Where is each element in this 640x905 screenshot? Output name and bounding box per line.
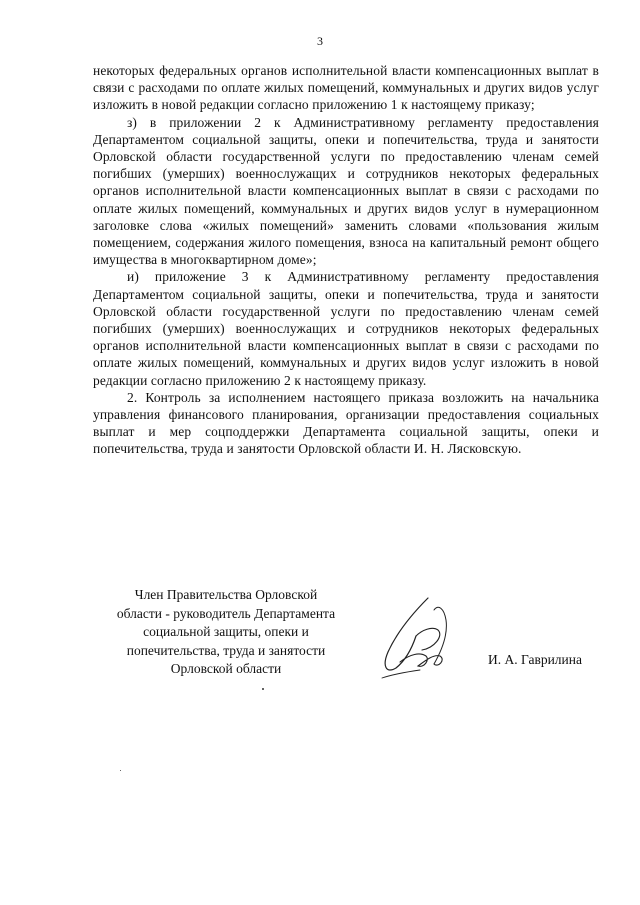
signatory-position-line: области - руководитель Департамента: [116, 605, 336, 621]
page-number: 3: [317, 34, 323, 48]
signatory-name: И. А. Гаврилина: [488, 652, 582, 667]
scan-speck: [120, 770, 121, 771]
signatory-position-line: Орловской области: [170, 661, 282, 676]
paragraph-item-i: и) приложение 3 к Административному регламенту предоставления Департаментом социальной защиты, опеки и попечительства, труда и занятости Орловской области государственной услуги по предоставлению членам семей погибших (умерших) военнослужащих и сотрудников некоторых федеральных органов исполнительной власти компенсационных выплат в связи с расходами по оплате жилых помещений, коммунальных и других видов услуг изложить в новой редакции согласно приложению 2 к настоящему приказу.: [93, 269, 599, 388]
paragraph-control: 2. Контроль за исполнением настоящего приказа возложить на начальника управления финансового планирования, организации предоставления социальных выплат и мер соцподдержки Департамента социальной защиты, опеки и попечительства, труда и занятости Орловской области И. Н. Лясковскую.: [93, 389, 599, 457]
signatory-position-line: Член Правительства Орловской: [134, 587, 318, 602]
scan-speck: [262, 688, 264, 690]
signatory-position-line: попечительства, труда и занятости: [126, 642, 326, 658]
handwritten-signature: [376, 590, 466, 690]
document-body: [93, 62, 599, 458]
paragraph-continuation: некоторых федеральных органов исполнительной власти компенсационных выплат в связи с расходами по оплате жилых помещений, коммунальных и других видов услуг изложить в новой редакции согласно приложению 1 к настоящему приказу;: [93, 63, 599, 113]
signatory-position-line: социальной защиты, опеки и: [143, 624, 309, 639]
signatory-position: [96, 586, 356, 679]
paragraph-item-z: з) в приложении 2 к Административному регламенту предоставления Департаментом социальной защиты, опеки и попечительства, труда и занятости Орловской области государственной услуги по предоставлению членам семей погибших (умерших) военнослужащих и сотрудников некоторых федеральных органов исполнительной власти компенсационных выплат в связи с расходами по оплате жилых помещений, коммунальных и других видов услуг в нумерационном заголовке слова «жилых помещений» заменить словами «пользования жилым помещением, содержания жилого помещения, взноса на капитальный ремонт общего имущества в многоквартирном доме»;: [93, 114, 599, 268]
